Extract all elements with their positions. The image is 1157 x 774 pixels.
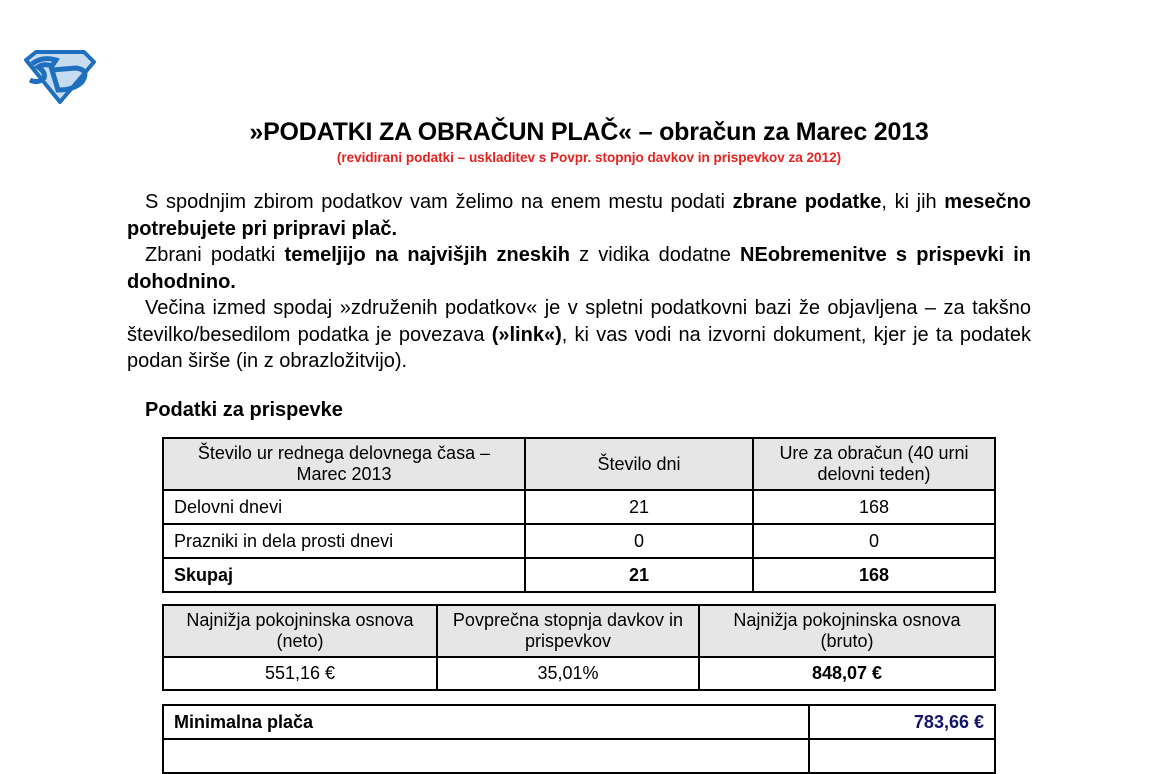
column-header: Povprečna stopnja davkov in prispevkov (437, 605, 699, 657)
days-cell: 0 (525, 524, 753, 558)
link-label: (»link«) (491, 323, 562, 346)
intro-paragraph-1 (127, 189, 1031, 242)
table-header-row (163, 605, 995, 657)
text: , ki jih (881, 191, 945, 213)
table-total-row (163, 558, 995, 592)
column-header: Najnižja pokojninska osnova (neto) (163, 605, 437, 657)
table-row (163, 524, 995, 558)
text: Zbrani podatki (145, 244, 285, 266)
text: , ki vas vodi na izvorni dokument, kjer je ta podatek podan širše (in z obrazložitvijo). (127, 323, 1031, 372)
company-logo-icon (22, 48, 96, 104)
intro-text (127, 189, 1031, 375)
emphasis: mesečno potrebujete pri pripravi plač. (127, 191, 1032, 240)
emphasis: NEobremenitve s prispevki in dohodnino. (127, 244, 1031, 293)
column-header: Število dni (525, 438, 753, 490)
table-row (163, 739, 995, 773)
minimum-wage-table (162, 704, 996, 774)
min-wage-value: 783,66 € (809, 705, 995, 739)
empty-cell (163, 739, 809, 773)
gross-base-value: 848,07 € (699, 657, 995, 690)
column-header: Ure za obračun (40 urni delovni teden) (753, 438, 995, 490)
table-row (163, 657, 995, 690)
column-header: Število ur rednega delovnega časa – Marec 2013 (163, 438, 525, 490)
working-hours-table (162, 437, 996, 593)
days-cell: 21 (525, 558, 753, 592)
min-wage-label: Minimalna plača (163, 705, 809, 739)
hours-cell: 168 (753, 490, 995, 524)
row-label: Skupaj (163, 558, 525, 592)
emphasis: zbrane podatke (732, 191, 882, 213)
text: S spodnjim zbirom podatkov vam želimo na enem mestu podati (145, 191, 733, 213)
avg-rate-value: 35,01% (437, 657, 699, 690)
emphasis: temeljijo na najvišjih zneskih (284, 244, 570, 266)
days-cell: 21 (525, 490, 753, 524)
column-header: Najnižja pokojninska osnova (bruto) (699, 605, 995, 657)
row-label: Prazniki in dela prosti dnevi (163, 524, 525, 558)
table-row (163, 705, 995, 739)
table-row (163, 490, 995, 524)
section-title: Podatki za prispevke (145, 399, 343, 421)
net-base-value: 551,16 € (163, 657, 437, 690)
hours-cell: 168 (753, 558, 995, 592)
text: Večina izmed spodaj »združenih podatkov« je v spletni podatkovni bazi že objavljena – za takšno številko/besedilom podatka je povezava (127, 297, 1031, 346)
hours-cell: 0 (753, 524, 995, 558)
intro-paragraph-3 (127, 295, 1031, 375)
text: z vidika dodatne (569, 244, 741, 266)
empty-cell (809, 739, 995, 773)
page-title: »PODATKI ZA OBRAČUN PLAČ« – obračun za Marec 2013 (249, 118, 929, 146)
intro-paragraph-2 (127, 242, 1031, 295)
page-subtitle: (revidirani podatki – uskladitev s Povpr. stopnjo davkov in prispevkov za 2012) (336, 150, 842, 165)
row-label: Delovni dnevi (163, 490, 525, 524)
table-header-row (163, 438, 995, 490)
pension-base-table (162, 604, 996, 691)
